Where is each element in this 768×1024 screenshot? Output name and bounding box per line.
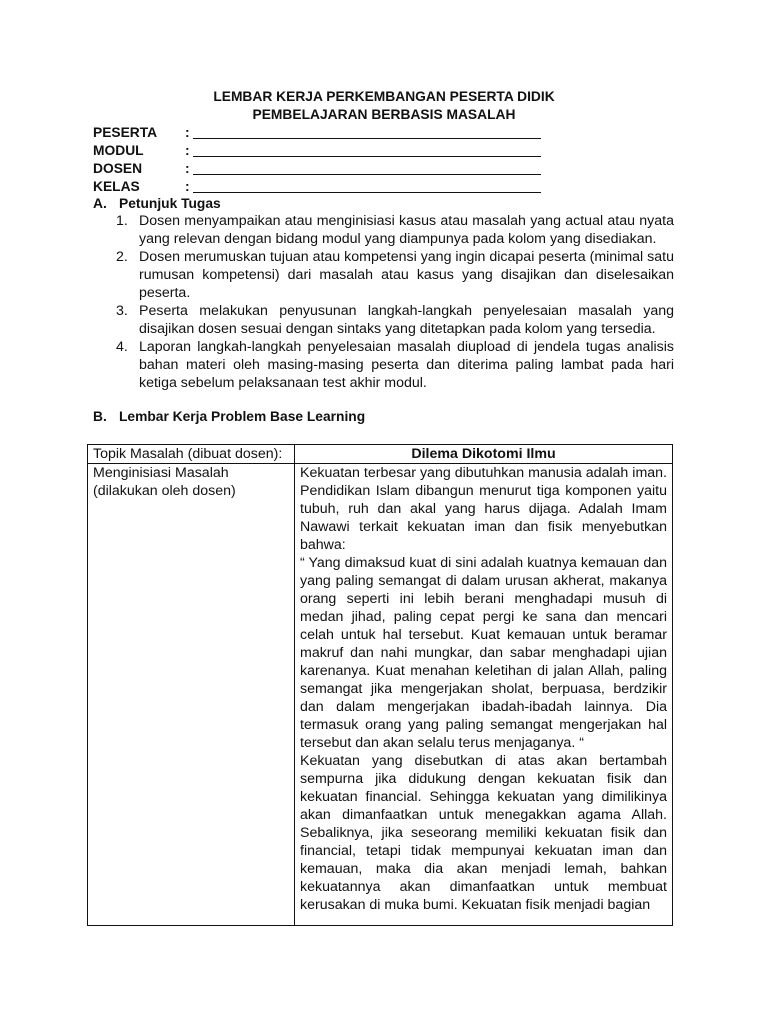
field-blank-line	[193, 138, 541, 139]
problem-table	[87, 444, 673, 926]
row-label-line2: (dilakukan oleh dosen)	[93, 483, 236, 499]
list-text: Dosen menyampaikan atau menginisiasi kasus atau masalah yang actual atau nyata yang relevan dengan bidang modul yang diampunya pada kolom yang disediakan.	[139, 213, 674, 247]
list-number: 3.	[116, 303, 128, 319]
list-number: 1.	[116, 213, 128, 229]
content-paragraph: “ Yang dimaksud kuat di sini adalah kuatnya kemauan dan yang paling semangat di dalam urusan akherat, makanya orang seperti ini lebih berani menghadapi musuh di medan jihad, paling cepat pergi ke sana dan mencari celah untuk hal tersebut. Kuat kemauan untuk beramar makruf dan nahi mungkar, dan sabar menghadapi ujian karenanya. Kuat menahan keletihan di jalan Allah, paling semangat jika mengerjakan sholat, berpuasa, berdzikir dan dalam mengerjakan ibadah-ibadah lainnya. Dia termasuk orang yang paling semangat mengerjakan hal tersebut dan akan selalu terus menjaganya. “	[300, 555, 667, 751]
field-colon: :	[185, 143, 190, 158]
field-label: PESERTA	[93, 125, 158, 140]
row-content-cell	[295, 464, 673, 926]
list-number: 4.	[116, 339, 128, 355]
content-body	[300, 464, 667, 925]
document-title-line1: LEMBAR KERJA PERKEMBANGAN PESERTA DIDIK	[213, 89, 555, 104]
field-label: KELAS	[93, 179, 140, 194]
list-number: 2.	[116, 249, 128, 265]
section-letter: A.	[93, 196, 107, 211]
list-item	[116, 248, 674, 302]
field-blank-line	[193, 156, 541, 157]
row-label-line1: Menginisiasi Masalah	[93, 465, 229, 481]
field-label: DOSEN	[93, 161, 143, 176]
instruction-list	[116, 212, 674, 392]
list-item	[116, 212, 674, 248]
field-colon: :	[185, 125, 190, 140]
field-colon: :	[185, 161, 190, 176]
table-header-row	[88, 445, 673, 464]
field-blank-line	[193, 174, 541, 175]
section-title: Lembar Kerja Problem Base Learning	[119, 409, 366, 424]
section-title: Petunjuk Tugas	[119, 196, 221, 211]
field-colon: :	[185, 179, 190, 194]
content-paragraph: Kekuatan yang disebutkan di atas akan bertambah sempurna jika didukung dengan kekuatan fisik dan kekuatan financial. Sehingga kekuatan yang dimilikinya akan dimanfaatkan untuk menegakkan agama Allah. Sebaliknya, jika seseorang memiliki kekuatan fisik dan financial, tetapi tidak mempunyai kekuatan iman dan kemauan, maka dia akan menjadi lemah, bahkan kekuatannya akan dimanfaatkan untuk membuat kerusakan di muka bumi. Kekuatan fisik menjadi bagian	[300, 753, 667, 913]
field-blank-line	[193, 192, 541, 193]
list-text: Peserta melakukan penyusunan langkah-langkah penyelesaian masalah yang disajikan dosen sesuai dengan sintaks yang ditetapkan pada kolom yang tersedia.	[139, 303, 674, 337]
header-topik: Topik Masalah (dibuat dosen):	[88, 445, 295, 464]
list-text: Dosen merumuskan tujuan atau kompetensi yang ingin dicapai peserta (minimal satu rumusan kompetensi) dari masalah atau kasus yang disajikan dan diselesaikan peserta.	[139, 249, 674, 301]
row-label-cell	[88, 464, 295, 926]
list-item	[116, 338, 674, 392]
document-title-line2: PEMBELAJARAN BERBASIS MASALAH	[252, 107, 516, 122]
content-paragraph: Kekuatan terbesar yang dibutuhkan manusia adalah iman. Pendidikan Islam dibangun menurut tiga komponen yaitu tubuh, ruh dan akal yang harus dijaga. Adalah Imam Nawawi terkait kekuatan iman dan fisik menyebutkan bahwa:	[300, 465, 667, 553]
section-letter: B.	[93, 409, 107, 424]
header-topic-value: Dilema Dikotomi Ilmu	[295, 445, 673, 464]
list-text: Laporan langkah-langkah penyelesaian masalah diupload di jendela tugas analisis bahan materi oleh masing-masing peserta dan diterima paling lambat pada hari ketiga sebelum pelaksanaan test akhir modul.	[139, 339, 674, 391]
field-label: MODUL	[93, 143, 144, 158]
list-item	[116, 302, 674, 338]
table-row	[88, 464, 673, 926]
